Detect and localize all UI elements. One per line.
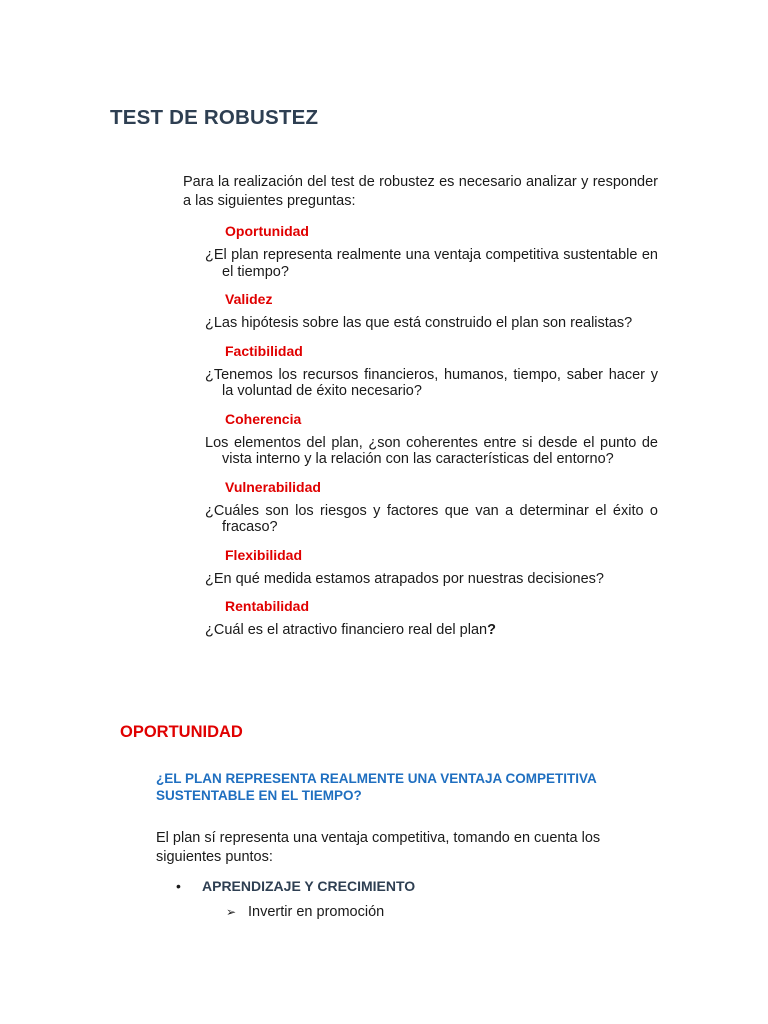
question-text: ¿Cuáles son los riesgos y factores que van a determinar el éxito o fracaso? [205, 502, 658, 535]
question-mark-bold: ? [487, 622, 496, 638]
question-item [205, 342, 658, 400]
section-body: El plan sí representa una ventaja competitiva, tomando en cuenta los siguientes puntos: [156, 830, 601, 865]
question-heading: Factibilidad [225, 342, 303, 359]
bullet-label: APRENDIZAJE Y CRECIMIENTO [202, 878, 416, 894]
question-text: ¿En qué medida estamos atrapados por nuestras decisiones? [205, 570, 604, 587]
question-heading: Vulnerabilidad [225, 478, 321, 495]
question-item [205, 546, 658, 588]
question-text: ¿Las hipótesis sobre las que está construido el plan son realistas? [205, 315, 633, 331]
document-title: TEST DE ROBUSTEZ [110, 106, 319, 129]
question-text-main: ¿Cuál es el atractivo financiero real del plan [205, 622, 488, 638]
bullet-item [176, 877, 415, 896]
question-item [205, 410, 658, 468]
arrow-bullet-icon: ➢ [226, 905, 237, 919]
question-item [205, 222, 658, 280]
question-heading: Coherencia [225, 410, 302, 427]
question-item [205, 478, 658, 536]
question-heading: Validez [225, 291, 273, 307]
bullet-dot-icon: • [176, 878, 181, 894]
question-text: ¿El plan representa realmente una ventaja competitiva sustentable en el tiempo? [205, 247, 658, 280]
question-heading: Rentabilidad [225, 598, 310, 614]
question-heading: Flexibilidad [225, 546, 303, 563]
section-question: ¿EL PLAN REPRESENTA REALMENTE UNA VENTAJA COMPETITIVA SUSTENTABLE EN EL TIEMPO? [156, 771, 597, 803]
sub-item-label: Invertir en promoción [248, 904, 385, 920]
question-item [205, 290, 658, 332]
question-text [205, 622, 658, 639]
question-text: ¿Tenemos los recursos financieros, humanos, tiempo, saber hacer y la voluntad de éxito necesario? [205, 366, 658, 399]
question-item [205, 597, 658, 639]
intro-paragraph: Para la realización del test de robustez es necesario analizar y responder a las siguientes preguntas: [183, 174, 658, 209]
question-heading: Oportunidad [225, 223, 309, 239]
section-title: OPORTUNIDAD [120, 723, 243, 741]
sub-item [226, 903, 384, 922]
question-list [205, 222, 658, 649]
question-text: Los elementos del plan, ¿son coherentes entre si desde el punto de vista interno y la relación con las características del entorno? [205, 434, 658, 467]
